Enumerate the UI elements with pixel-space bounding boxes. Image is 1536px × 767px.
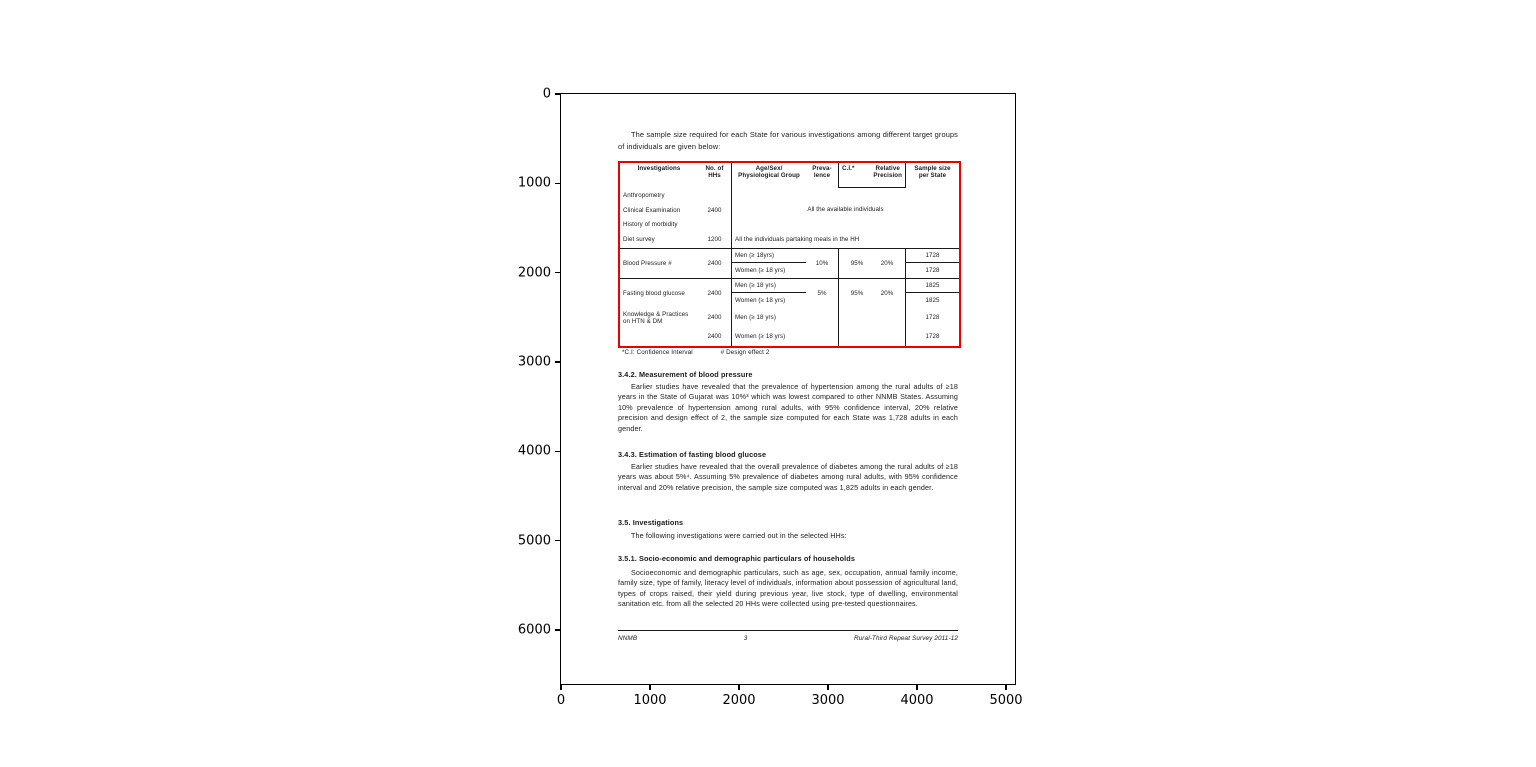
cell-bp-ci-rp	[838, 248, 905, 278]
header-text: Sample size	[914, 165, 951, 172]
cell-anthropometry: Anthropometry	[623, 191, 665, 199]
fbg-rp-value: 20%	[880, 289, 894, 297]
section-35-paragraph: The following investigations were carried out in the selected HHs:	[631, 531, 847, 540]
y-tick-label: 4000	[517, 443, 551, 459]
intro-paragraph: The sample size required for each State for various investigations among different target groups of individuals are given below:	[618, 130, 958, 151]
cell-fbg-women: Women (≥ 18 yrs)	[731, 293, 806, 308]
cell-bp-sample-women: 1728	[905, 263, 959, 278]
y-tick-label: 1000	[517, 175, 551, 191]
header-text: Preva-	[812, 165, 832, 172]
y-tick-mark	[555, 629, 560, 630]
cell-bp-hhs: 2400	[698, 248, 731, 278]
cell-diet-note: All the individuals partaking meals in the HH	[731, 232, 959, 248]
x-tick-label: 2000	[722, 693, 756, 708]
cell-bp-men: Men (≥ 18yrs)	[731, 248, 806, 263]
header-text: HHs	[708, 172, 721, 180]
table-header-sample-size	[905, 163, 959, 188]
x-tick-label: 4000	[900, 693, 934, 708]
y-tick-label: 5000	[517, 533, 551, 549]
header-rp-text	[873, 165, 902, 180]
y-tick-mark	[555, 540, 560, 541]
table-header-investigations	[620, 163, 698, 188]
footer-left-text: NNMB	[618, 635, 638, 642]
header-text: lence	[813, 172, 831, 180]
page-footer	[618, 635, 958, 642]
cell-kp-sample-women: 1728	[905, 327, 959, 346]
cell-fbg-prevalence: 5%	[806, 278, 838, 308]
header-text: Physiological Group	[738, 172, 800, 180]
cell-kp-sample-men: 1728	[905, 308, 959, 327]
y-tick-label: 0	[542, 86, 551, 102]
bp-ci-value: 95%	[850, 259, 864, 267]
header-text: Precision	[873, 172, 902, 180]
cell-clinical-hhs: 2400	[707, 206, 722, 214]
x-tick-label: 3000	[811, 693, 845, 708]
cell-clinical-examination: Clinical Examination	[623, 206, 681, 214]
section-351-heading: 3.5.1. Socio-economic and demographic particulars of households	[618, 554, 856, 563]
section-343-paragraph: Earlier studies have revealed that the overall prevalence of diabetes among the rural adults of ≥18 years was about 5%⁴. Assuming 5% prevalence of diabetes among rural adults, with 95% confidence interval and 20% relative precision, the sample size computed was 1,825 adults in each gender.	[618, 462, 958, 492]
section-35-heading: 3.5. Investigations	[618, 518, 684, 527]
y-tick-mark	[555, 361, 560, 362]
x-tick-label: 0	[556, 693, 566, 708]
section-343-heading: 3.4.3. Estimation of fasting blood glucose	[618, 450, 767, 459]
cell-diet-hhs: 1200	[707, 236, 722, 244]
table-header-age-sex-group	[731, 163, 806, 188]
cell-fbg-sample-men: 1825	[905, 278, 959, 293]
y-tick-label: 6000	[517, 622, 551, 638]
section-342-paragraph: Earlier studies have revealed that the prevalence of hypertension among the rural adults of ≥18 years in the State of Gujarat was 10%³ which was lowest compared to other NNMB States. Assuming 10% prevalence of hypertension among rural adults, with 95% confidence interval, 20% relative precision and design effect of 2, the sample size computed for each State was 1,728 adults in each gender.	[618, 382, 958, 433]
y-tick-mark	[555, 272, 560, 273]
y-tick-mark	[555, 451, 560, 452]
cell-fbg-men: Men (≥ 18 yrs)	[731, 278, 806, 293]
cell-fbg-hhs: 2400	[698, 278, 731, 308]
header-ci-text: C.I.*	[842, 165, 855, 172]
cell-knowledge-practices: Knowledge & Practices on HTN & DM	[623, 311, 689, 326]
cell-bp-sample-men: 1728	[905, 248, 959, 263]
table-header-prevalence	[806, 163, 838, 188]
table-footnote	[622, 349, 795, 356]
cell-bp-women: Women (≥ 18 yrs)	[731, 263, 806, 278]
bp-rp-value: 20%	[880, 259, 894, 267]
y-tick-mark	[555, 183, 560, 184]
header-text: Relative	[875, 165, 900, 172]
x-tick-mark	[560, 685, 561, 690]
cell-diet-survey: Diet survey	[623, 236, 655, 244]
cell-fbg-ci-rp	[838, 278, 905, 308]
x-tick-mark	[738, 685, 739, 690]
cell-history-morbidity: History of morbidity	[623, 221, 678, 229]
footnote-design-effect: # Design effect 2	[720, 349, 770, 356]
footer-right-text: Rural-Third Repeat Survey 2011-12	[853, 635, 958, 642]
section-351-paragraph: Socioeconomic and demographic particulars, such as age, sex, occupation, annual family income, family size, type of family, literacy level of individuals, information about possession of agricultural land, types of crops raised, their yield during previous year, live stock, type of dwelling, environmental sanitation etc. from all the selected 20 HHs were collected using pre-tested questionnaires.	[618, 568, 958, 609]
cell-blood-pressure: Blood Pressure #	[620, 248, 698, 278]
x-tick-label: 1000	[633, 693, 667, 708]
cell-all-available-individuals: All the available individuals	[731, 188, 959, 232]
section-342-heading: 3.4.2. Measurement of blood pressure	[618, 370, 753, 379]
x-tick-mark	[649, 685, 650, 690]
header-text: Age/Sex/	[755, 165, 783, 172]
cell-empty	[806, 308, 838, 346]
table-header-ci-relative-precision	[838, 163, 905, 188]
y-tick-mark	[555, 93, 560, 94]
x-tick-mark	[1005, 685, 1006, 690]
footer-page-number: 3	[743, 635, 748, 642]
cell-kp-hhs-men: 2400	[707, 313, 722, 321]
x-tick-mark	[827, 685, 828, 690]
y-tick-label: 2000	[517, 265, 551, 281]
plot-axes	[517, 86, 1023, 708]
cell-kp-men: Men (≥ 18 yrs)	[731, 308, 806, 327]
table-header-no-of-hhs	[698, 163, 731, 188]
cell-fasting-blood-glucose: Fasting blood glucose	[620, 278, 698, 308]
cell-kp-women: Women (≥ 18 yrs)	[731, 327, 806, 346]
header-text: per State	[918, 172, 947, 180]
header-text: Investigations	[637, 165, 681, 172]
sample-size-table	[618, 161, 961, 348]
footer-rule	[618, 630, 958, 631]
fbg-ci-value: 95%	[850, 289, 864, 297]
x-tick-mark	[916, 685, 917, 690]
footnote-ci: *C.I: Confidence Interval	[622, 349, 693, 356]
header-text: No. of	[705, 165, 724, 172]
x-tick-label: 5000	[989, 693, 1023, 708]
cell-kp-hhs-women: 2400	[707, 332, 722, 340]
cell-fbg-sample-women: 1825	[905, 293, 959, 308]
cell-empty	[838, 308, 905, 346]
cell-bp-prevalence: 10%	[806, 248, 838, 278]
y-tick-label: 3000	[517, 354, 551, 370]
